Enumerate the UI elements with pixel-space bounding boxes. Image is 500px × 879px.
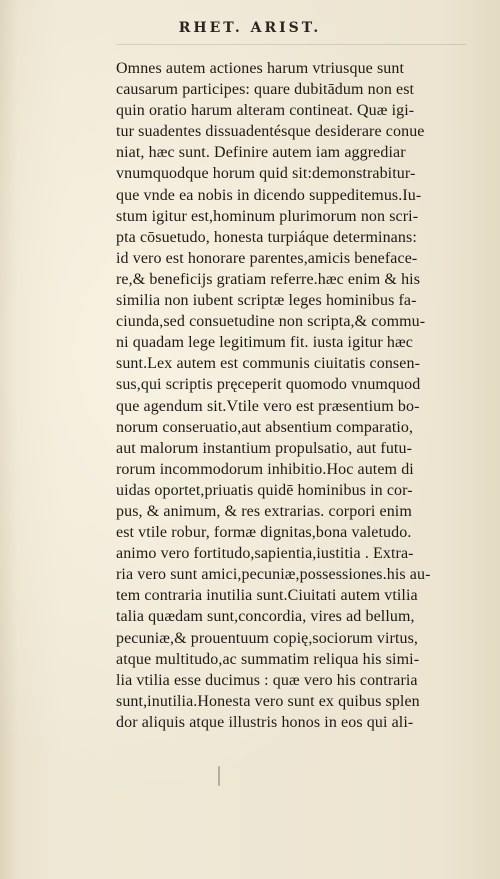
- text-line: animo vero fortitudo,sapientia,iustitia . Extra-: [116, 545, 414, 563]
- text-line: re,& beneficijs gratiam referre.hæc enim & his: [116, 270, 421, 288]
- text-line: atque multitudo,ac summatim reliqua his simi-: [116, 650, 420, 668]
- text-line: aut malorum instantium propulsatio, aut futu-: [116, 439, 413, 457]
- text-line: ciunda,sed consuetudine non scripta,& commu-: [116, 313, 426, 331]
- text-line: est vtile robur, formæ dignitas,bona valetudo.: [116, 524, 412, 542]
- text-line: que agendum sit.Vtile vero est præsentium bo-: [116, 397, 420, 415]
- text-line: pus, & animum, & res extrarias. corpori enim: [116, 502, 412, 520]
- text-line: quin oratio harum alteram contineat. Quæ igi-: [116, 102, 415, 120]
- text-line: tur suadentes dissuadentésque desiderare conue: [116, 123, 425, 141]
- text-line: uidas oportet,priuatis quidē hominibus in cor-: [116, 481, 413, 499]
- text-line: sunt,inutilia.Honesta vero sunt ex quibus splen: [116, 692, 420, 710]
- header-rule: [116, 44, 466, 45]
- text-line: niat, hæc sunt. Definire autem iam aggrediar: [116, 144, 406, 162]
- running-head: RHET. ARIST.: [178, 20, 322, 36]
- text-line: id vero est honorare parentes,amicis beneface-: [116, 249, 418, 267]
- text-line: pta cōsuetudo, honesta turpiáque determinans:: [116, 228, 417, 246]
- text-line: similia non iubent scriptæ leges hominibus fa-: [116, 292, 417, 310]
- paper-blemish: [218, 766, 220, 786]
- text-line: stum igitur est,hominum plurimorum non scri-: [116, 207, 419, 225]
- text-line: sunt.Lex autem est communis ciuitatis consen-: [116, 355, 420, 373]
- text-line: norum conseruatio,aut absentium comparatio,: [116, 418, 414, 436]
- text-line: Omnes autem actiones harum vtriusque sunt: [116, 60, 405, 77]
- text-line: que vnde ea nobis in dicendo suppeditemus.Iu-: [116, 186, 422, 204]
- text-line: causarum participes: quare dubitādum non est: [116, 81, 415, 99]
- text-line: tem contraria inutilia sunt.Ciuitati autem vtilia: [116, 587, 418, 605]
- text-line: dor aliquis atque illustris honos in eos qui ali-: [116, 713, 414, 731]
- text-line: pecuniæ,& prouentuum copię,sociorum virtus,: [116, 629, 419, 647]
- text-line: lia vtilia esse ducimus : quæ vero his contraria: [116, 671, 418, 689]
- body-text: [116, 58, 468, 733]
- text-line: talia quædam sunt,concordia, vires ad bellum,: [116, 608, 415, 626]
- text-line: vnumquodque horum quid sit:demonstrabitur-: [116, 165, 416, 183]
- text-line: rorum incommodorum inhibitio.Hoc autem di: [116, 460, 414, 478]
- text-line: ni quadam lege legitimum fit. iusta igitur hæc: [116, 334, 413, 352]
- text-line: sus,qui scriptis pręceperit quomodo vnumquod: [116, 376, 421, 394]
- text-line: ria vero sunt amici,pecuniæ,possessiones.his au-: [116, 566, 431, 584]
